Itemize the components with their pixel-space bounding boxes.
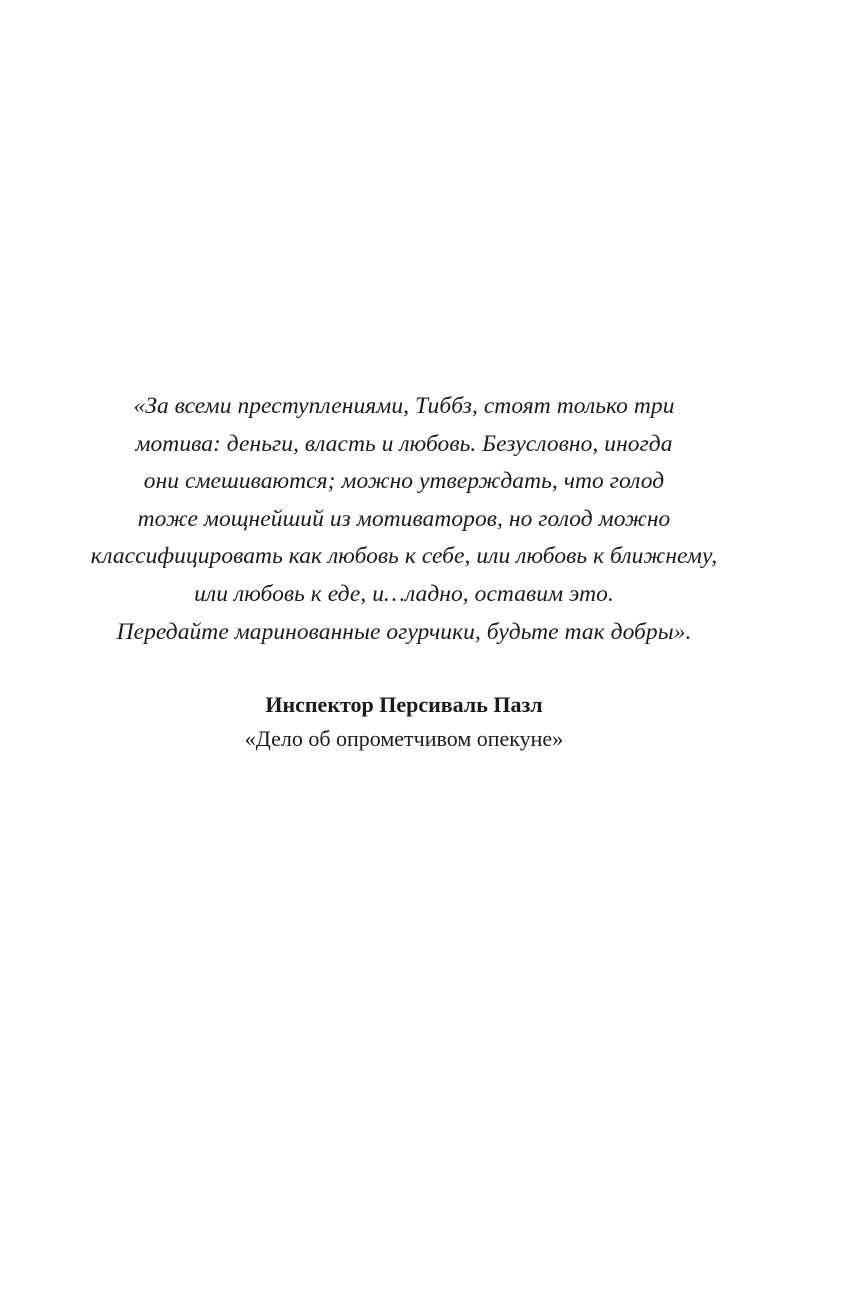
quote-line: они смешиваются; можно утверждать, что голод: [143, 468, 665, 495]
quote-line: или любовь к еде, и…ладно, оставим это.: [194, 580, 614, 607]
quote-line: тоже мощнейший из мотиваторов, но голод можно: [137, 505, 671, 532]
epigraph-quote: [0, 388, 808, 651]
quote-line: классифицировать как любовь к себе, или любовь к ближнему,: [90, 543, 718, 570]
quote-line: Передайте маринованные огурчики, будьте так добры».: [116, 618, 692, 645]
epigraph-attribution: [0, 688, 808, 756]
attribution-author: Инспектор Персиваль Пазл: [265, 692, 543, 717]
quote-line: мотива: деньги, власть и любовь. Безусловно, иногда: [135, 430, 673, 457]
quote-line: «За всеми преступлениями, Тиббз, стоят только три: [133, 393, 675, 419]
attribution-work-title: «Дело об опрометчивом опекуне»: [244, 726, 564, 751]
